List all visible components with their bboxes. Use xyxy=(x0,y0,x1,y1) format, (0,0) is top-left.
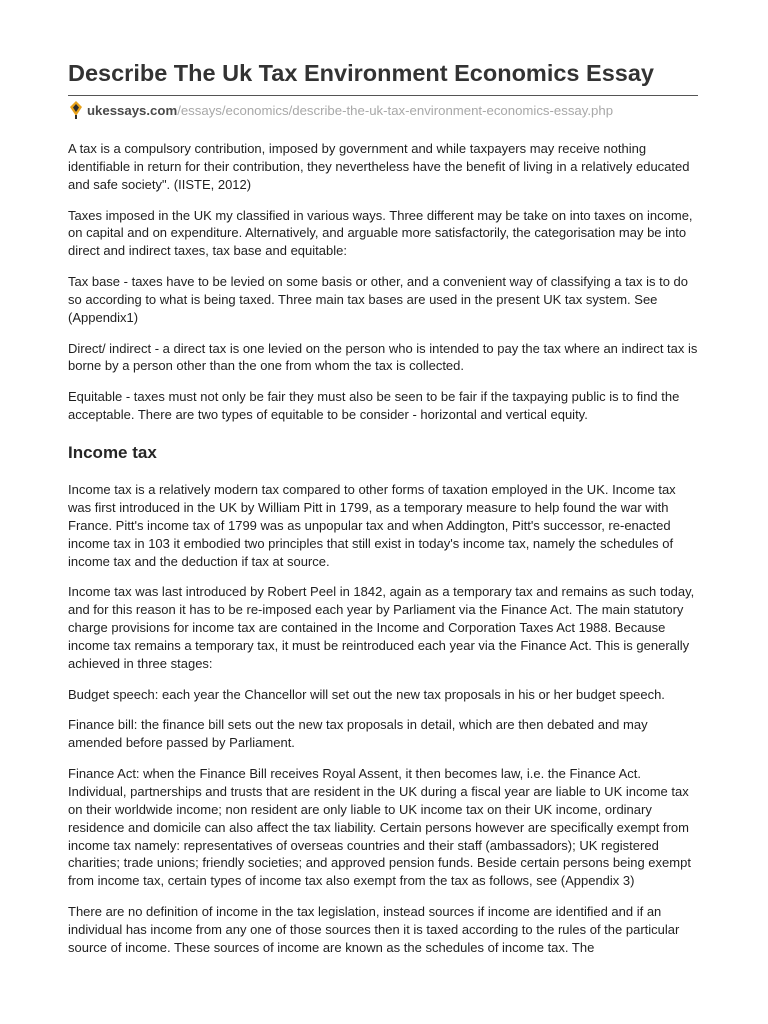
source-path-link[interactable]: /essays/economics/describe-the-uk-tax-environment-economics-essay.php xyxy=(177,102,614,118)
title-divider xyxy=(68,95,698,96)
paragraph-intro-4: Direct/ indirect - a direct tax is one levied on the person who is intended to pay the tax where an indirect tax is borne by a person other than the one from whom the tax is collected. xyxy=(68,340,698,374)
paragraph-intro-2: Taxes imposed in the UK my classified in various ways. Three different may be take on into taxes on income, on capital and on expenditure. Alternatively, and arguable more satisfactorily, the categorisation may be into direct and indirect taxes, tax base and equitable: xyxy=(68,207,693,259)
source-line xyxy=(68,101,700,119)
paragraph-intro-5: Equitable - taxes must not only be fair they must also be seen to be fair if the taxpaying public is to find the acceptable. There are two types of equitable to be consider - horizontal and vertical equity. xyxy=(68,389,680,423)
paragraph-intro-1: A tax is a compulsory contribution, imposed by government and while taxpayers may receive nothing identifiable in return for their contribution, they nevertheless have the benefit of living in a relatively educated and safe society". (IISTE, 2012) xyxy=(68,141,690,192)
paragraph-intro-3: Tax base - taxes have to be levied on some basis or other, and a convenient way of classifying a tax is to do so according to what is being taxed. Three main tax bases are used in the present UK tax system. See (Appendix1) xyxy=(68,274,689,325)
paragraph-income-6: There are no definition of income in the tax legislation, instead sources if income are identified and if an individual has income from any one of those sources then it is taxed according to the rules of the particular source of income. These sources of income are known as the schedules of income tax. The xyxy=(68,904,680,955)
source-domain-link[interactable]: ukessays.com xyxy=(87,102,178,118)
page-title: Describe The Uk Tax Environment Economics Essay xyxy=(68,60,654,86)
section-heading-income-tax: Income tax xyxy=(68,442,157,462)
ukessays-logo-icon xyxy=(68,101,84,119)
paragraph-income-3: Budget speech: each year the Chancellor will set out the new tax proposals in his or her budget speech. xyxy=(68,686,665,702)
paragraph-income-1: Income tax is a relatively modern tax compared to other forms of taxation employed in the UK. Income tax was first introduced in the UK by William Pitt in 1799, as a temporary measure to help found the war with France. Pitt's income tax of 1799 was as unpopular tax and when Addington, Pitt's successor, re-enacted income tax in 103 it embodied two principles that still exist in today's income tax, namely the schedules of income tax and the deduction if tax at source. xyxy=(68,481,676,569)
paragraph-income-5: Finance Act: when the Finance Bill receives Royal Assent, it then becomes law, i.e. the Finance Act. Individual, partnerships and trusts that are resident in the UK during a fiscal year are liable to UK income tax on their worldwide income; non resident are only liable to UK income tax on their UK income, ordinary residence and domicile can also affect the tax liability. Certain persons however are specifically exempt from income tax namely: representatives of overseas countries and their staff (ambassadors); UK registered charities; trade unions; friendly societies; and approved pension funds. Beside certain persons being exempt from income tax, certain types of income tax also exempt from the tax as follows, see (Appendix 3) xyxy=(68,765,691,889)
paragraph-income-4: Finance bill: the finance bill sets out the new tax proposals in detail, which are then debated and may amended before passed by Parliament. xyxy=(68,717,648,751)
paragraph-income-2: Income tax was last introduced by Robert Peel in 1842, again as a temporary tax and remains as such today, and for this reason it has to be re-imposed each year by Parliament via the Finance Act. The main statutory charge provisions for income tax are contained in the Income and Corporation Taxes Act 1988. Because income tax remains a temporary tax, it must be reintroduced each year via the Finance Act. This is generally achieved in three stages: xyxy=(68,584,695,671)
article-body xyxy=(68,140,700,957)
